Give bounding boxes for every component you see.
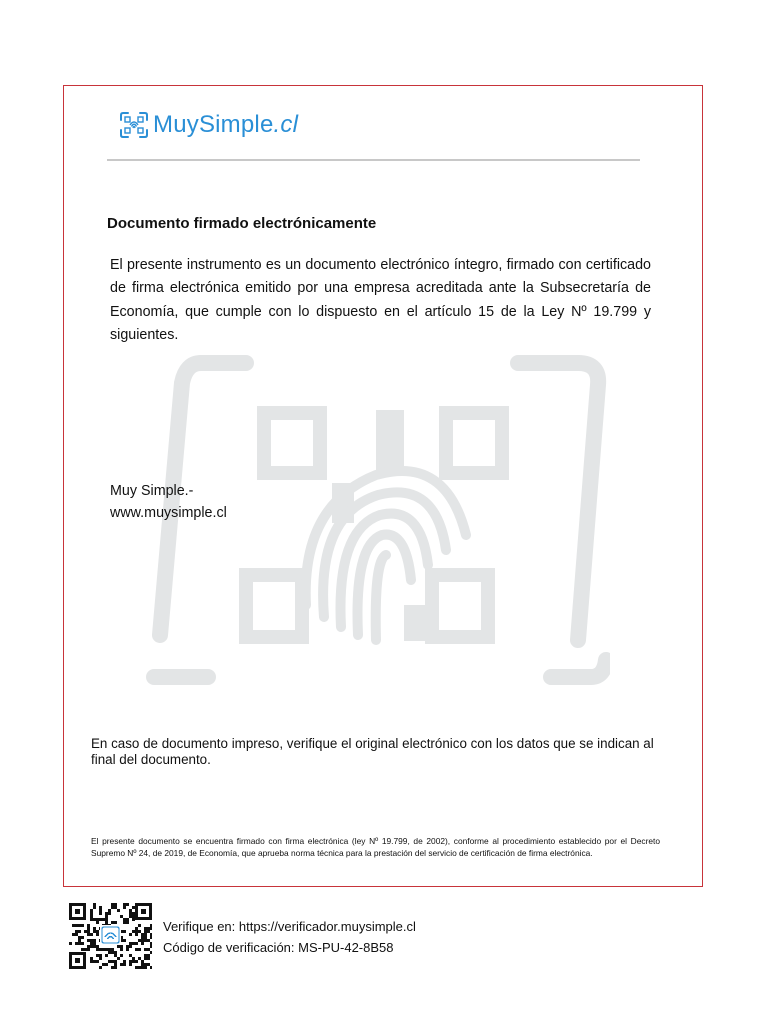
fingerprint-qr-icon — [119, 111, 149, 139]
signature-name: Muy Simple.- — [110, 483, 194, 499]
print-notice: En caso de documento impreso, verifique el original electrónico con los datos que se indican al final del documento. — [91, 736, 654, 767]
verification-url: Verifique en: https://verificador.muysimple.cl — [163, 919, 416, 934]
legal-footnote: El presente documento se encuentra firmado con firma electrónica (ley Nº 19.799, de 2002), conforme al procedimiento establecido por el Decreto Supremo Nº 24, de 2019, de Economía, que aprueba norma técnica para la prestación del servicio de certificación de firma electrónica. — [91, 836, 660, 858]
verification-code: Código de verificación: MS-PU-42-8B58 — [163, 940, 394, 955]
logo-wordmark: MuySimple.cl — [153, 111, 299, 138]
document-body: El presente instrumento es un documento electrónico íntegro, firmado con certificado de firma electrónica emitido por una empresa acreditada ante la Subsecretaría de Economía, que cumple con lo dispuesto en el artículo 15 de la Ley Nº 19.799 y siguientes. — [110, 257, 651, 343]
muysimple-logo — [119, 111, 298, 139]
header-divider — [107, 159, 640, 161]
signature-url: www.muysimple.cl — [110, 505, 227, 521]
document-title: Documento firmado electrónicamente — [107, 215, 377, 232]
qr-code-icon — [69, 903, 152, 969]
